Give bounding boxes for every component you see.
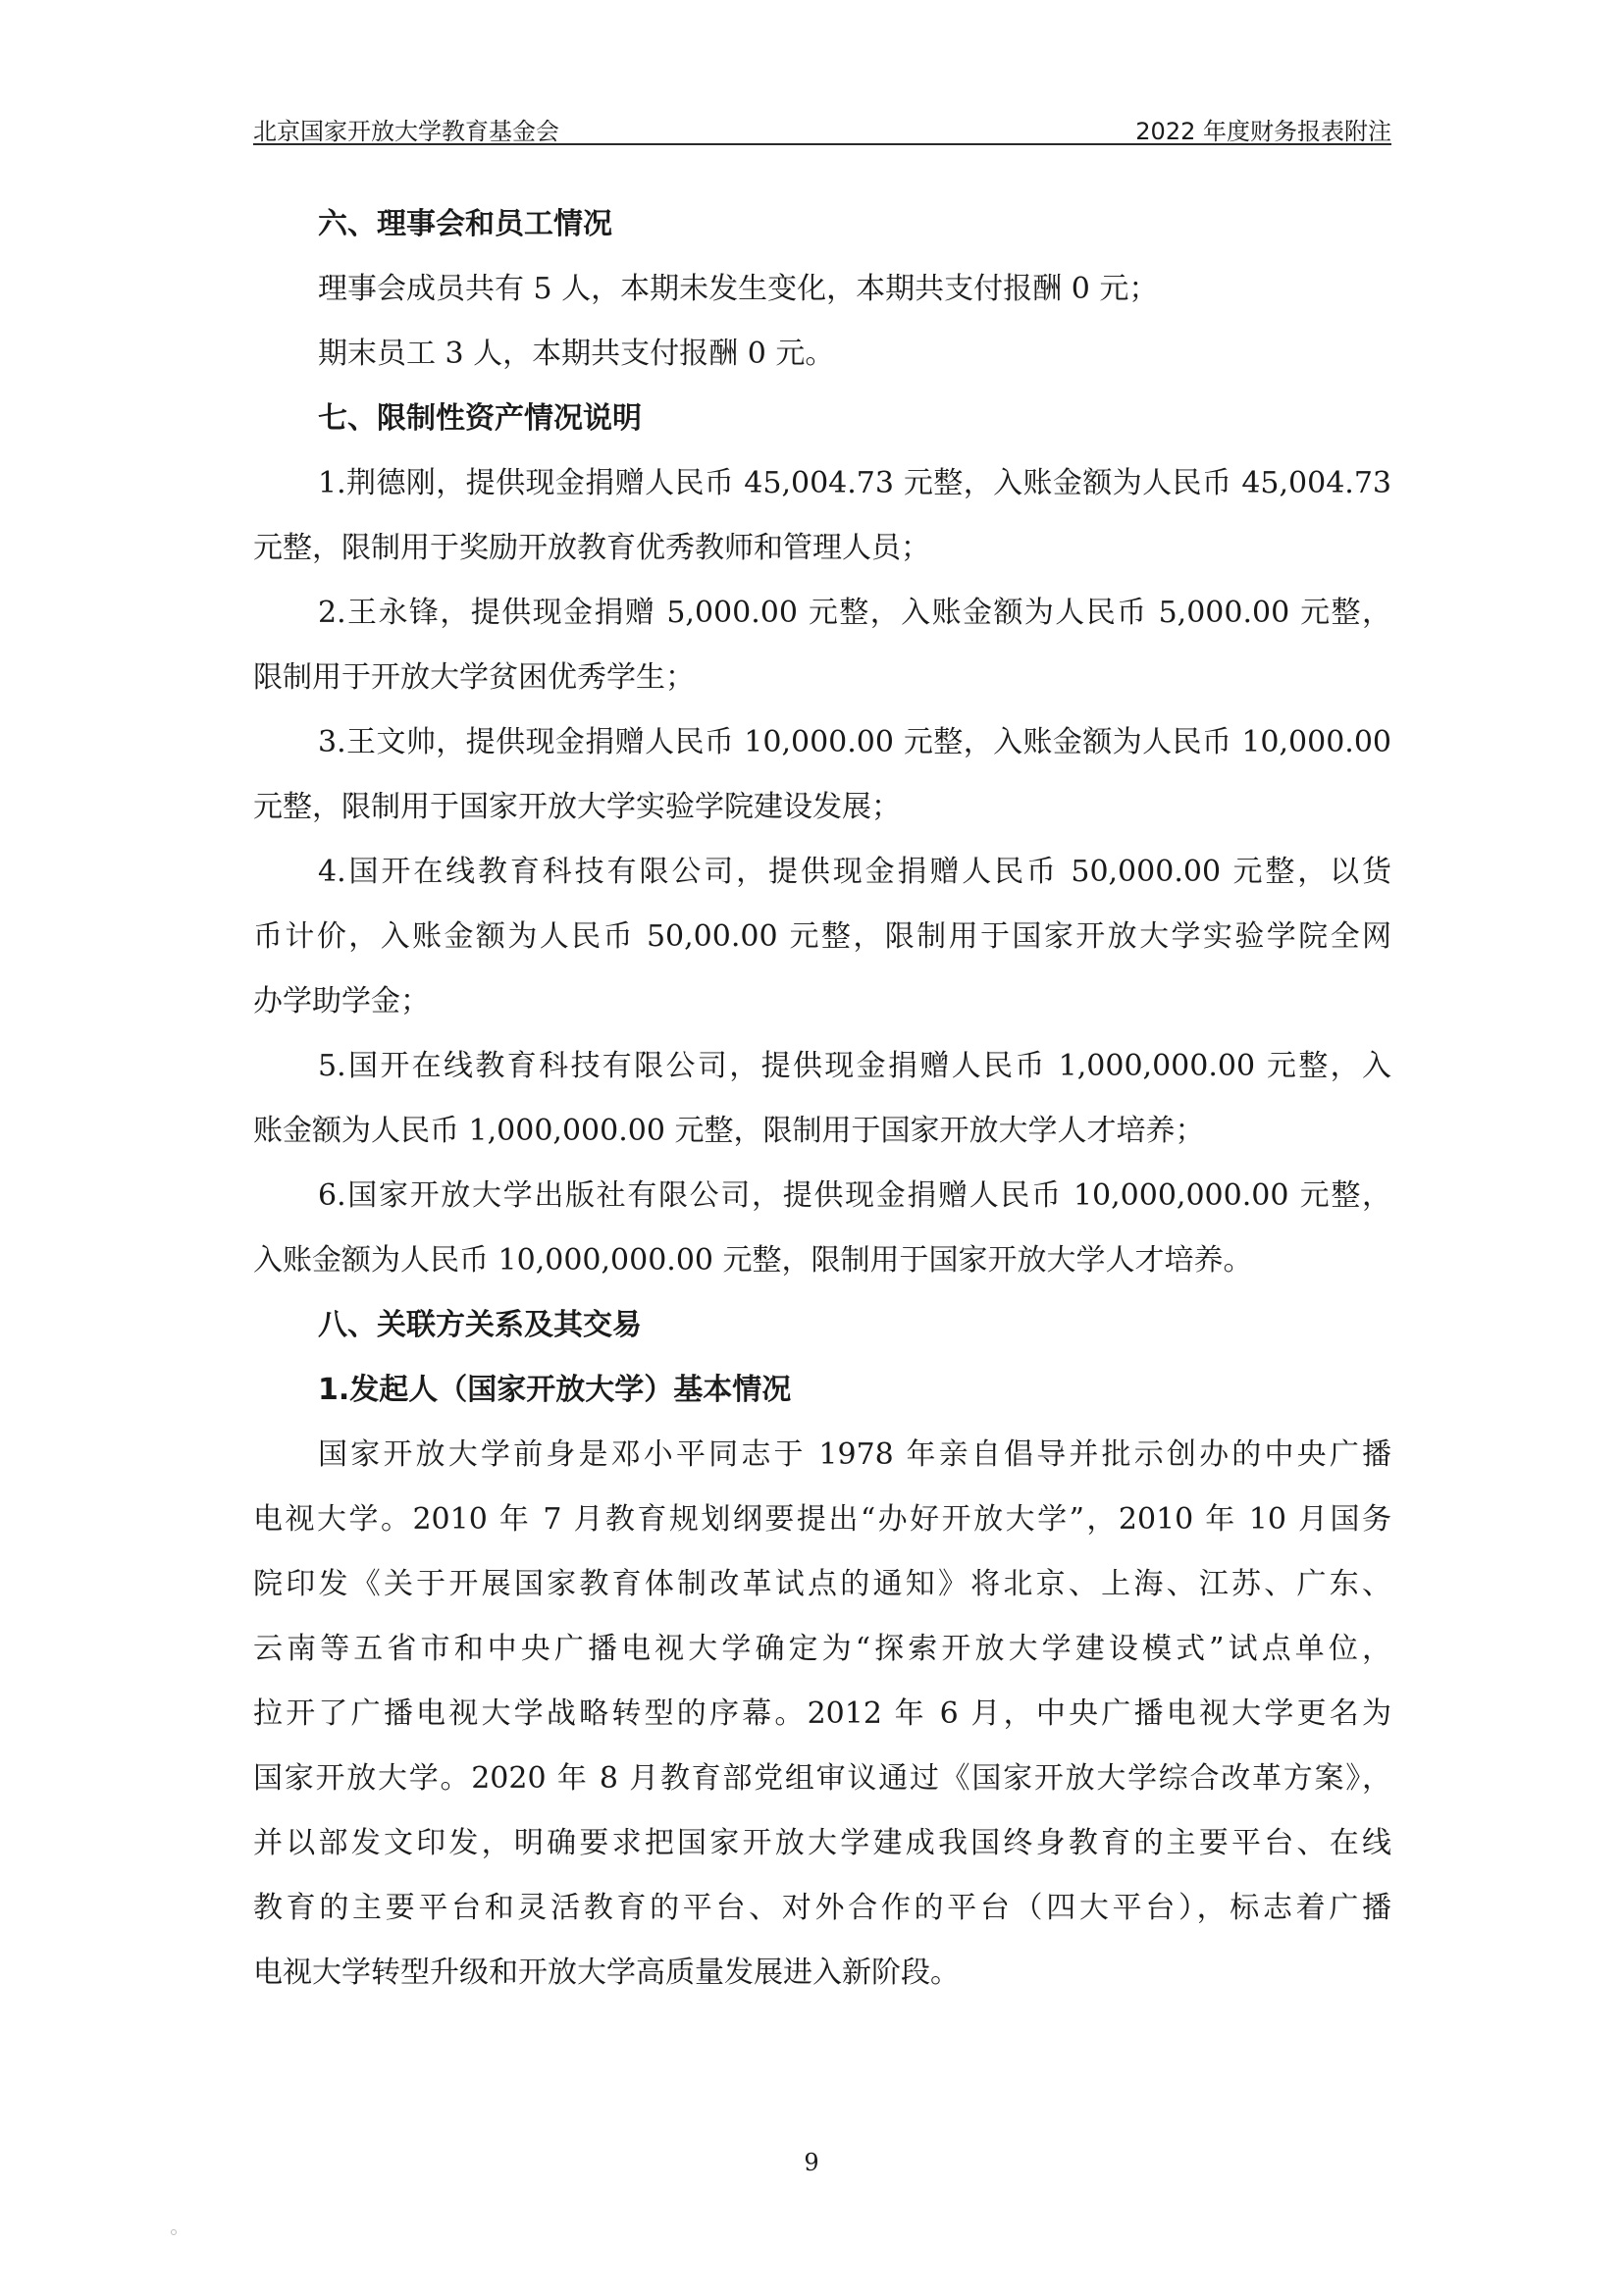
restricted-item-6-line-2: 入账金额为人民币 10,000,000.00 元整，限制用于国家开放大学人才培养。 xyxy=(253,1243,1253,1278)
header-report-title: 2022 年度财务报表附注 xyxy=(1135,118,1391,145)
sponsor-paragraph-line-8: 教育的主要平台和灵活教育的平台、对外合作的平台（四大平台），标志着广播 xyxy=(253,1891,1391,1925)
restricted-item-5-line-1: 5.国开在线教育科技有限公司，提供现金捐赠人民币 1,000,000.00 元整，入 xyxy=(318,1049,1391,1083)
sponsor-paragraph-line-4: 云南等五省市和中央广播电视大学确定为“探索开放大学建设模式”试点单位， xyxy=(253,1632,1391,1666)
restricted-item-3-line-2: 元整，限制用于国家开放大学实验学院建设发展； xyxy=(253,790,901,824)
section-6-line-1: 理事会成员共有 5 人，本期未发生变化，本期共支付报酬 0 元； xyxy=(318,272,1159,306)
section-7-heading: 七、限制性资产情况说明 xyxy=(318,401,642,436)
section-6-heading: 六、理事会和员工情况 xyxy=(318,207,612,241)
page-number: 9 xyxy=(804,2149,819,2176)
header-organization: 北京国家开放大学教育基金会 xyxy=(253,118,559,145)
sponsor-paragraph-line-6: 国家开放大学。2020 年 8 月教育部党组审议通过《国家开放大学综合改革方案》， xyxy=(253,1761,1391,1796)
restricted-item-1-line-2: 元整，限制用于奖励开放教育优秀教师和管理人员； xyxy=(253,531,930,565)
sponsor-paragraph-line-5: 拉开了广播电视大学战略转型的序幕。2012 年 6 月，中央广播电视大学更名为 xyxy=(253,1696,1391,1731)
page-header xyxy=(253,108,1391,145)
sponsor-paragraph-line-9: 电视大学转型升级和开放大学高质量发展进入新阶段。 xyxy=(253,1956,960,1990)
section-8-heading: 八、关联方关系及其交易 xyxy=(318,1308,642,1342)
restricted-item-2-line-1: 2.王永锋，提供现金捐赠 5,000.00 元整，入账金额为人民币 5,000.00 元整， xyxy=(318,596,1391,630)
restricted-item-3-line-1: 3.王文帅，提供现金捐赠人民币 10,000.00 元整，入账金额为人民币 10,000.00 xyxy=(318,725,1391,759)
restricted-item-4-line-3: 办学助学金； xyxy=(253,984,430,1018)
restricted-item-4-line-2: 币计价，入账金额为人民币 50,00.00 元整，限制用于国家开放大学实验学院全网 xyxy=(253,919,1391,954)
restricted-item-4-line-1: 4.国开在线教育科技有限公司，提供现金捐赠人民币 50,000.00 元整，以货 xyxy=(318,855,1391,889)
header-divider xyxy=(253,143,1391,145)
sponsor-paragraph-line-1: 国家开放大学前身是邓小平同志于 1978 年亲自倡导并批示创办的中央广播 xyxy=(318,1437,1391,1472)
sponsor-paragraph-line-7: 并以部发文印发，明确要求把国家开放大学建成我国终身教育的主要平台、在线 xyxy=(253,1826,1391,1860)
sponsor-paragraph-line-2: 电视大学。2010 年 7 月教育规划纲要提出“办好开放大学”，2010 年 10 月国务 xyxy=(253,1502,1391,1537)
restricted-item-1-line-1: 1.荆德刚，提供现金捐赠人民币 45,004.73 元整，入账金额为人民币 45,004.73 xyxy=(318,466,1391,500)
scan-speck xyxy=(171,2229,177,2235)
restricted-item-2-line-2: 限制用于开放大学贫困优秀学生； xyxy=(253,660,695,695)
restricted-item-5-line-2: 账金额为人民币 1,000,000.00 元整，限制用于国家开放大学人才培养； xyxy=(253,1114,1205,1148)
section-8-subheading: 1.发起人（国家开放大学）基本情况 xyxy=(318,1373,792,1407)
section-6-line-2: 期末员工 3 人，本期共支付报酬 0 元。 xyxy=(318,337,835,371)
sponsor-paragraph-line-3: 院印发《关于开展国家教育体制改革试点的通知》将北京、上海、江苏、广东、 xyxy=(253,1567,1391,1601)
restricted-item-6-line-1: 6.国家开放大学出版社有限公司，提供现金捐赠人民币 10,000,000.00 元整， xyxy=(318,1178,1391,1213)
page-content xyxy=(253,192,1391,2006)
